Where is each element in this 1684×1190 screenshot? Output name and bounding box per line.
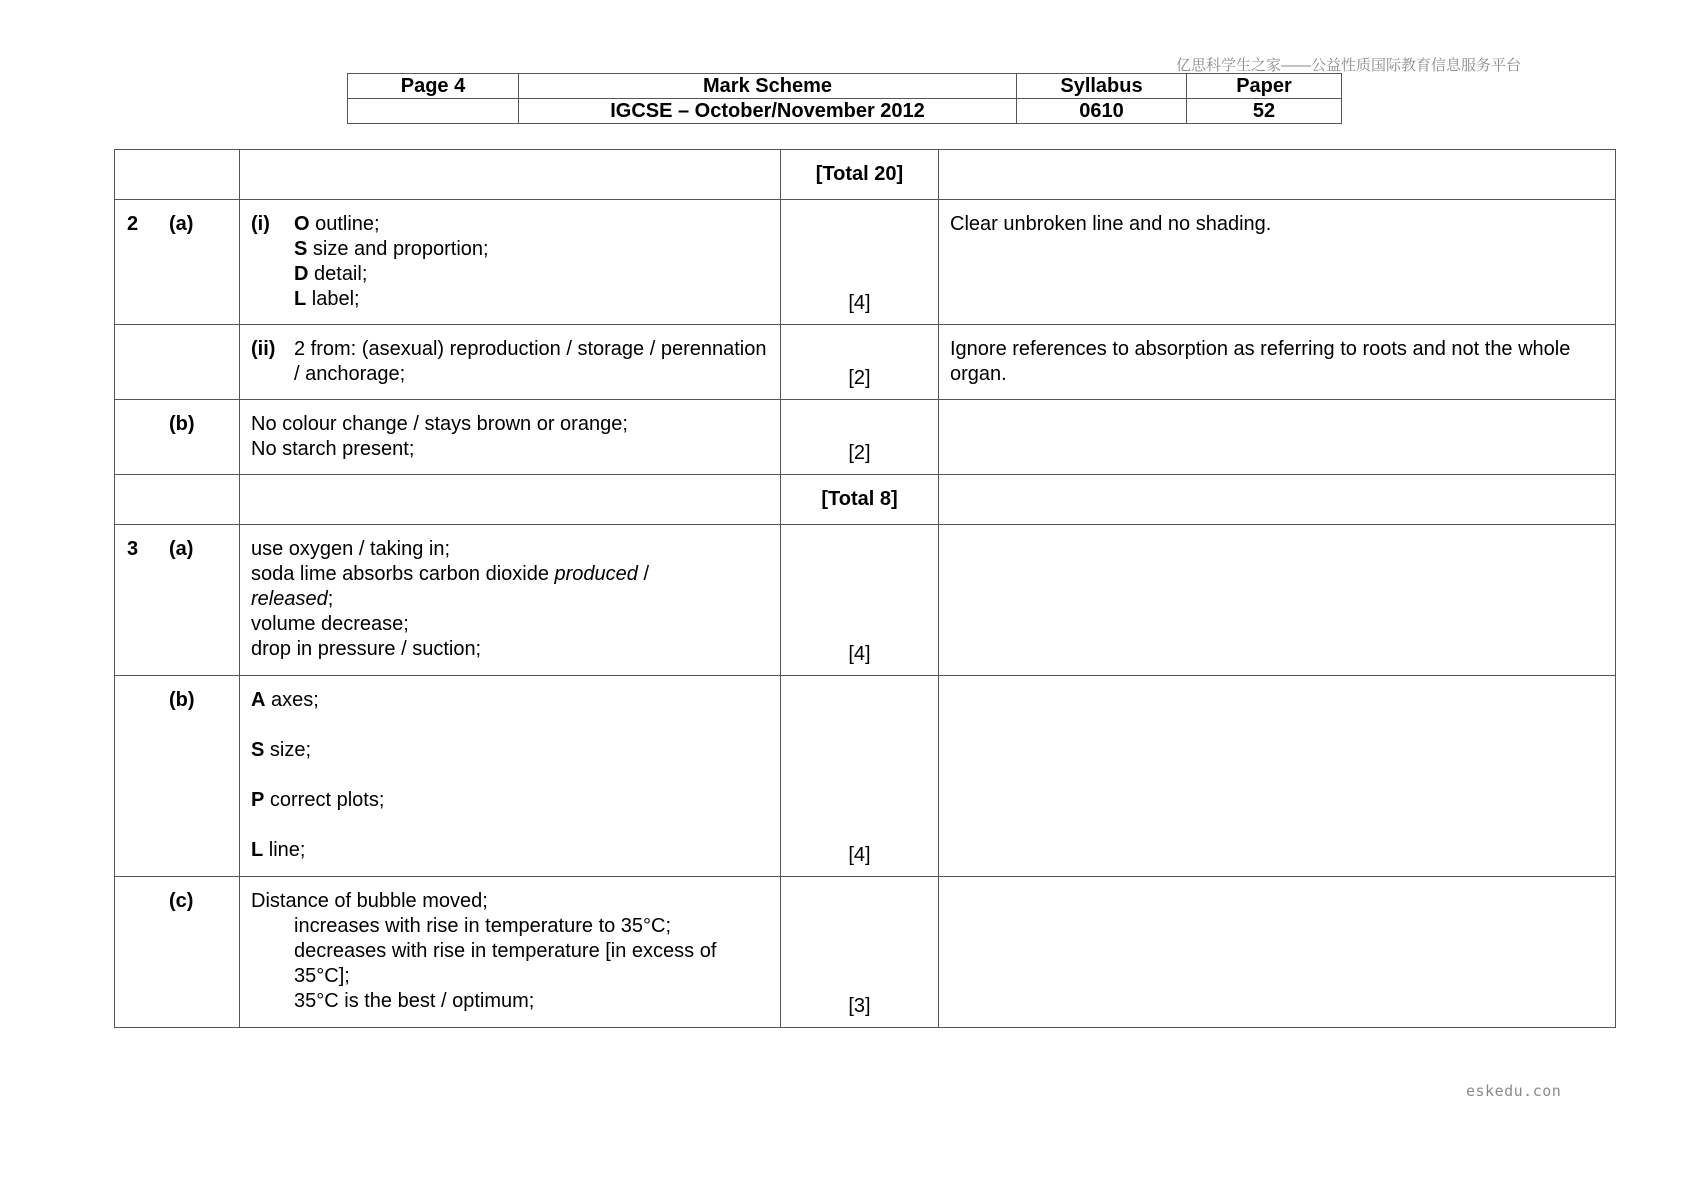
answer-text: 2 from: (asexual) reproduction / storage / perennation / anchorage; (294, 338, 767, 385)
header-syllabus-code: 0610 (1017, 99, 1187, 124)
answer-line: No starch present; (251, 438, 415, 460)
header-table (347, 73, 1342, 124)
criterion-key: O (294, 213, 310, 235)
question-part: (a) (169, 538, 194, 560)
criterion-key: S (294, 238, 308, 260)
header-page: Page 4 (348, 74, 519, 99)
total-mark: [Total 20] (815, 163, 904, 185)
answer-line: increases with rise in temperature to 35°C; (294, 915, 672, 937)
mark-value: [4] (848, 643, 871, 665)
criterion-text: correct plots; (264, 789, 385, 811)
header-exam: IGCSE – October/November 2012 (519, 99, 1017, 124)
question-part: (a) (169, 213, 194, 235)
criterion-key: L (251, 839, 264, 861)
answer-line: Distance of bubble moved; (251, 890, 488, 912)
mark-value: [2] (848, 442, 871, 464)
guidance-note: Ignore references to absorption as referring to roots and not the whole organ. (950, 338, 1571, 385)
answer-line: decreases with rise in temperature [in excess of 35°C]; (294, 940, 717, 987)
header-paper-label: Paper (1187, 74, 1342, 99)
criterion-key: D (294, 263, 309, 285)
mark-value: [4] (848, 844, 871, 866)
question-part: (c) (169, 890, 194, 912)
criterion-key: A (251, 689, 266, 711)
mark-scheme-table (114, 149, 1616, 1028)
criterion-text: line; (263, 839, 306, 861)
header-title: Mark Scheme (519, 74, 1017, 99)
criterion-text: size and proportion; (307, 238, 489, 260)
table-row (115, 325, 1616, 400)
answer-line: soda lime absorbs carbon dioxide produced / (251, 563, 650, 585)
question-part: (b) (169, 413, 195, 435)
table-row (115, 877, 1616, 1028)
table-row (115, 525, 1616, 676)
mark-value: [4] (848, 292, 871, 314)
total-mark: [Total 8] (821, 488, 898, 510)
answer-line: use oxygen / taking in; (251, 538, 451, 560)
question-number: 2 (127, 213, 139, 235)
answer-line: No colour change / stays brown or orange; (251, 413, 628, 435)
header-syllabus-label: Syllabus (1017, 74, 1187, 99)
criterion-key: P (251, 789, 265, 811)
header-paper-number: 52 (1187, 99, 1342, 124)
table-row (115, 400, 1616, 475)
criterion-text: detail; (308, 263, 368, 285)
footer-text: eskedu.con (1466, 1082, 1562, 1100)
table-row (115, 200, 1616, 325)
table-row (115, 150, 1616, 200)
header-empty-cell (348, 99, 519, 124)
mark-value: [3] (848, 995, 871, 1017)
answer-line: drop in pressure / suction; (251, 638, 482, 660)
guidance-note: Clear unbroken line and no shading. (950, 213, 1272, 235)
question-number: 3 (127, 538, 139, 560)
watermark-text: 亿思科学生之家——公益性质国际教育信息服务平台 (1176, 57, 1522, 74)
table-row (115, 676, 1616, 877)
criterion-text: axes; (265, 689, 319, 711)
criterion-text: label; (306, 288, 360, 310)
criterion-text: outline; (309, 213, 380, 235)
sub-part-label: (i) (251, 213, 270, 235)
criterion-text: size; (264, 739, 312, 761)
criterion-key: L (294, 288, 307, 310)
answer-line: volume decrease; (251, 613, 409, 635)
mark-value: [2] (848, 367, 871, 389)
criterion-key: S (251, 739, 265, 761)
sub-part-label: (ii) (251, 338, 276, 360)
table-row (115, 475, 1616, 525)
answer-line: 35°C is the best / optimum; (294, 990, 535, 1012)
answer-line: released; (251, 588, 334, 610)
question-part: (b) (169, 689, 195, 711)
